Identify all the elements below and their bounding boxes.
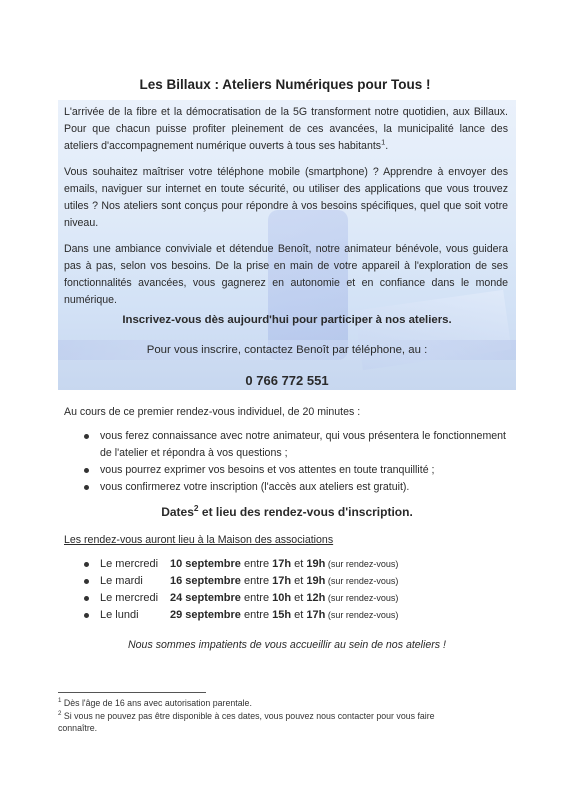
footnote-2 bbox=[58, 710, 458, 734]
footnote-num: 2 bbox=[58, 710, 62, 718]
schedule-between: entre bbox=[240, 609, 273, 621]
footnote-num: 1 bbox=[58, 697, 62, 705]
schedule-and: et bbox=[291, 558, 307, 570]
bullet-icon bbox=[84, 596, 89, 601]
dates-heading-b: et lieu des rendez-vous d'inscription. bbox=[198, 505, 413, 519]
schedule-row bbox=[78, 556, 518, 573]
rdv-list bbox=[78, 428, 506, 496]
closing-line: Nous sommes impatients de vous accueillir au sein de nos ateliers ! bbox=[128, 639, 446, 651]
footnote-ref-1: 1 bbox=[381, 137, 386, 147]
schedule-note: (sur rendez-vous) bbox=[325, 593, 399, 603]
list-item bbox=[78, 479, 506, 496]
rdv-intro: Au cours de ce premier rendez-vous individuel, de 20 minutes : bbox=[64, 406, 361, 418]
dates-heading-a: Dates bbox=[161, 505, 194, 519]
schedule-to: 19h bbox=[306, 558, 326, 570]
schedule-to: 12h bbox=[306, 592, 326, 604]
bullet-icon bbox=[84, 579, 89, 584]
needs-paragraph: Vous souhaitez maîtriser votre téléphone mobile (smartphone) ? Apprendre à envoyer des emails, naviguer sur internet en toute sécurité, ou utiliser des applications que vous trouvez utiles ? Nos ateliers sont conçus pour répondre à vos besoins spécifiques, quel que soit votre niveau. bbox=[64, 166, 508, 229]
schedule-note: (sur rendez-vous) bbox=[325, 610, 399, 620]
list-item bbox=[78, 462, 506, 479]
schedule-row bbox=[78, 590, 518, 607]
schedule-list bbox=[78, 556, 518, 624]
schedule-and: et bbox=[291, 592, 307, 604]
schedule-from: 15h bbox=[272, 609, 292, 621]
footnote-1 bbox=[58, 697, 508, 709]
intro-text: L'arrivée de la fibre et la démocratisation de la 5G transforment notre quotidien, aux Billaux. Pour que chacun puisse profiter pleinement de ces avancées, la municipalité lance des ateliers d'accompagnement numérique ouverts à tous ses habitants bbox=[64, 106, 508, 152]
schedule-to: 17h bbox=[306, 609, 326, 621]
bullet-icon bbox=[84, 562, 89, 567]
schedule-day: Le mercredi bbox=[100, 592, 159, 604]
schedule-from: 17h bbox=[272, 558, 292, 570]
schedule-note: (sur rendez-vous) bbox=[325, 576, 399, 586]
list-item-text: vous ferez connaissance avec notre animateur, qui vous présentera le fonctionnement de l'atelier et répondra à vos questions ; bbox=[100, 430, 506, 459]
bullet-icon bbox=[84, 613, 89, 618]
list-item-text: vous confirmerez votre inscription (l'accès aux ateliers est gratuit). bbox=[100, 481, 410, 493]
contact-line: Pour vous inscrire, contactez Benoît par téléphone, au : bbox=[146, 344, 428, 356]
schedule-day: Le mercredi bbox=[100, 558, 159, 570]
intro-paragraph bbox=[64, 104, 508, 155]
schedule-date: 29 septembre bbox=[170, 609, 241, 621]
footnote-text: Dès l'âge de 16 ans avec autorisation parentale. bbox=[61, 698, 252, 708]
animator-paragraph: Dans une ambiance conviviale et détendue Benoît, notre animateur bénévole, vous guidera pas à pas, selon vos besoins. De la prise en main de votre appareil à l'exploration de ses fonctionnalités avancées, vous gagnerez en autonomie et en confiance dans le monde numérique. bbox=[64, 243, 508, 306]
schedule-to: 19h bbox=[306, 575, 326, 587]
schedule-between: entre bbox=[240, 575, 273, 587]
schedule-day: Le mardi bbox=[100, 575, 143, 587]
schedule-date: 24 septembre bbox=[170, 592, 241, 604]
list-item-text: vous pourrez exprimer vos besoins et vos attentes en toute tranquillité ; bbox=[100, 464, 435, 476]
schedule-note: (sur rendez-vous) bbox=[325, 559, 399, 569]
schedule-row bbox=[78, 573, 518, 590]
schedule-date: 10 septembre bbox=[170, 558, 241, 570]
bullet-icon bbox=[84, 468, 89, 473]
signup-call: Inscrivez-vous dès aujourd'hui pour participer à nos ateliers. bbox=[122, 314, 452, 326]
schedule-between: entre bbox=[240, 592, 273, 604]
intro-period: . bbox=[385, 140, 389, 152]
schedule-from: 10h bbox=[272, 592, 292, 604]
phone-number[interactable]: 0 766 772 551 bbox=[245, 373, 329, 388]
schedule-row bbox=[78, 607, 518, 624]
list-item bbox=[78, 428, 506, 462]
dates-heading bbox=[58, 505, 516, 519]
footnote-text: Si vous ne pouvez pas être disponible à ces dates, vous pouvez nous contacter pour vous faire connaître. bbox=[58, 711, 435, 733]
bullet-icon bbox=[84, 434, 89, 439]
page-title: Les Billaux : Ateliers Numériques pour Tous ! bbox=[139, 77, 431, 92]
schedule-between: entre bbox=[240, 558, 273, 570]
schedule-and: et bbox=[291, 575, 307, 587]
footnote-divider bbox=[58, 692, 206, 693]
schedule-day: Le lundi bbox=[100, 609, 139, 621]
footnote-ref-2: 2 bbox=[193, 503, 199, 513]
location-line: Les rendez-vous auront lieu à la Maison des associations bbox=[64, 534, 334, 546]
schedule-date: 16 septembre bbox=[170, 575, 241, 587]
schedule-and: et bbox=[291, 609, 307, 621]
schedule-from: 17h bbox=[272, 575, 292, 587]
bullet-icon bbox=[84, 485, 89, 490]
